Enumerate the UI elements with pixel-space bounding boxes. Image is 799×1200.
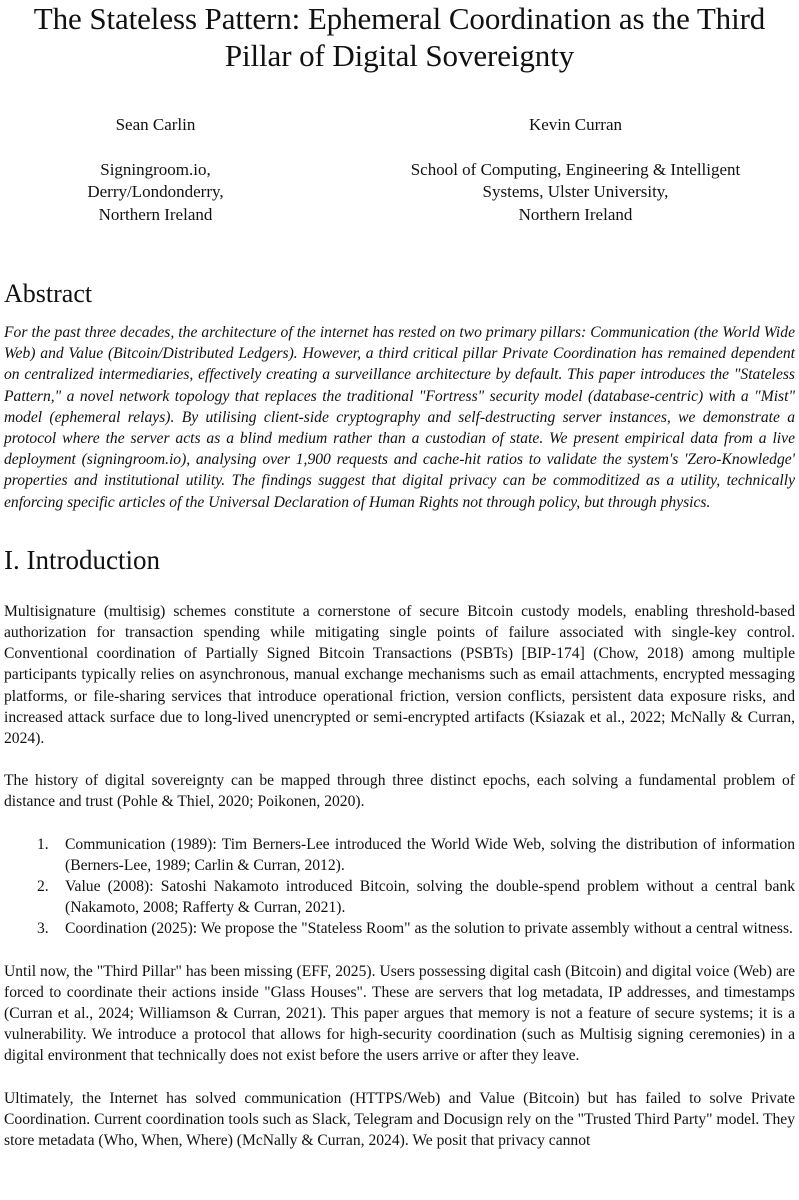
author-name: Kevin Curran <box>528 115 622 134</box>
list-item <box>4 918 795 939</box>
list-item-text: Communication (1989): Tim Berners-Lee introduced the World Wide Web, solving the distribution of information (Berners-Lee, 1989; Carlin & Curran, 2012). <box>65 835 795 874</box>
author-2 <box>366 114 786 226</box>
body-paragraph: Multisignature (multisig) schemes constitute a cornerstone of secure Bitcoin custody models, enabling threshold-based authorization for transaction spending while mitigating single points of failure associated with single-key control. Conventional coordination of Partially Signed Bitcoin Transactions (PSBTs) [BIP-174] (Chow, 2018) among multiple participants typically relies on asynchronous, manual exchange mechanisms such as email attachments, encrypted messaging platforms, or file-sharing services that introduce operational friction, version conflicts, persistent data exposure risks, and increased attack surface due to long-lived unencrypted or semi-encrypted artifacts (Ksiazak et al., 2022; McNally & Curran, 2024). <box>4 602 795 748</box>
author-affiliation-line: Signingroom.io, <box>100 159 211 179</box>
list-item <box>4 834 795 876</box>
body-paragraph: Ultimately, the Internet has solved communication (HTTPS/Web) and Value (Bitcoin) but has failed to solve Private Coordination. Current coordination tools such as Slack, Telegram and Docusign rely on the "Trusted Third Party" model. They store metadata (Who, When, Where) (McNally & Curran, 2024). We posit that privacy cannot <box>4 1089 795 1150</box>
author-affiliation-line: Northern Ireland <box>518 204 633 224</box>
author-affiliation-line: Derry/Londonderry, <box>87 182 224 201</box>
list-number: 1. <box>37 835 49 853</box>
body-paragraph: The history of digital sovereignty can be mapped through three distinct epochs, each solving a fundamental problem of distance and trust (Pohle & Thiel, 2020; Poikonen, 2020). <box>4 772 795 811</box>
author-1 <box>6 114 306 226</box>
author-name: Sean Carlin <box>115 115 196 134</box>
list-number: 2. <box>37 878 49 896</box>
author-block <box>4 114 795 226</box>
list-item <box>4 876 795 918</box>
list-item-text: Coordination (2025): We propose the "Stateless Room" as the solution to private assembly without a central witness. <box>65 920 793 938</box>
list-item-text: Value (2008): Satoshi Nakamoto introduced Bitcoin, solving the double-spend problem without a central bank (Nakamoto, 2008; Rafferty & Curran, 2021). <box>65 878 795 917</box>
abstract-heading: Abstract <box>4 279 93 308</box>
author-affiliation-line: School of Computing, Engineering & Intelligent <box>410 159 741 179</box>
epochs-list <box>4 834 795 940</box>
abstract-text: For the past three decades, the architecture of the internet has rested on two primary pillars: Communication (the World Wide Web) and Value (Bitcoin/Distributed Ledgers). However, a third critical pillar Private Coordination has remained dependent on centralized intermediaries, effectively creating a surveillance architecture by default. This paper introduces the "Stateless Pattern," a novel network topology that replaces the traditional "Fortress" security model (database-centric) with a "Mist" model (ephemeral relays). By utilising client-side cryptography and self-destructing server instances, we demonstrate a protocol where the server acts as a blind medium rather than a custodian of state. We present empirical data from a live deployment (signingroom.io), analysing over 1,900 requests and cache-hit ratios to validate the system's 'Zero-Knowledge' properties and institutional utility. The findings suggest that digital privacy can be commoditized as a utility, technically enforcing specific articles of the Universal Declaration of Human Rights not through policy, but through physics. <box>4 324 795 511</box>
author-affiliation-line: Northern Ireland <box>98 204 213 224</box>
paper-title: The Stateless Pattern: Ephemeral Coordination as the Third Pillar of Digital Sovereignty <box>33 1 766 73</box>
author-affiliation-line: Systems, Ulster University, <box>482 182 669 201</box>
body-paragraph: Until now, the "Third Pillar" has been missing (EFF, 2025). Users possessing digital cash (Bitcoin) and digital voice (Web) are forced to coordinate their actions inside "Glass Houses". These are servers that log metadata, IP addresses, and timestamps (Curran et al., 2024; Williamson & Curran, 2021). This paper argues that memory is not a feature of secure systems; it is a vulnerability. We introduce a protocol that allows for high-security coordination (such as Multisig signing ceremonies) in a digital environment that technically does not exist before the users arrive or after they leave. <box>4 962 795 1065</box>
list-number: 3. <box>37 920 49 938</box>
introduction-heading: I. Introduction <box>4 544 160 575</box>
